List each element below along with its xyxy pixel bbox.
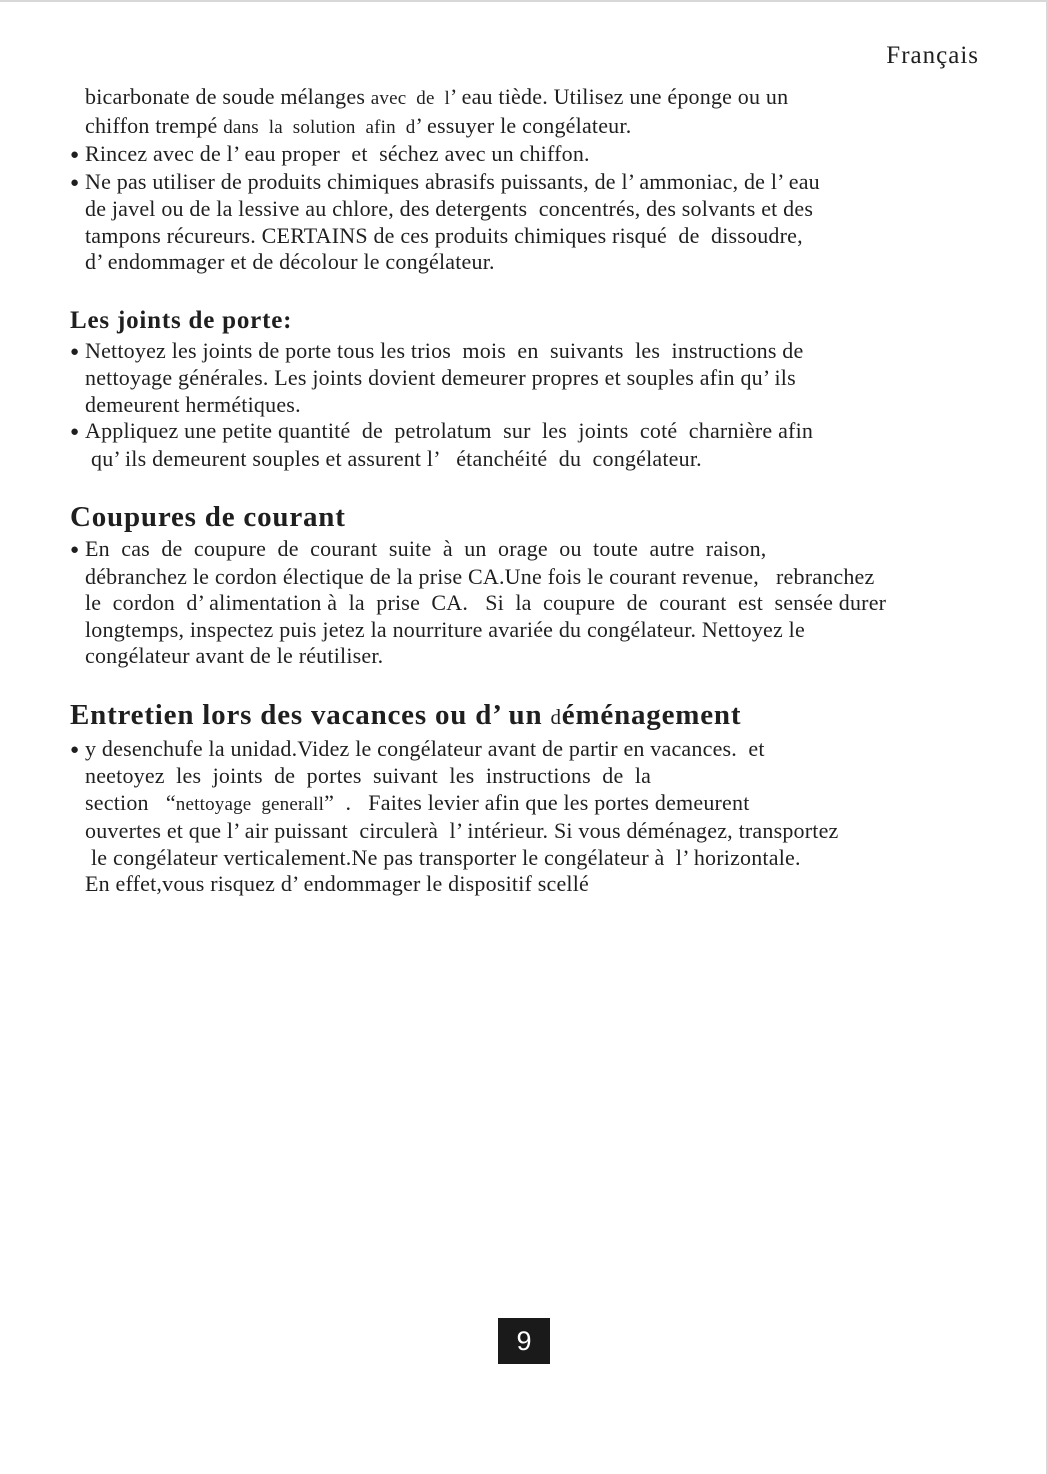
bullet-continuation: nettoyage générales. Les joints dovient demeurer propres et souples afin qu’ ils bbox=[85, 365, 796, 390]
bullet-continuation: longtemps, inspectez puis jetez la nourriture avariée du congélateur. Nettoyez le bbox=[85, 616, 805, 642]
bullet-continuation: En effet,vous risquez d’ endommager le dispositif scellé bbox=[85, 871, 590, 896]
language-label: Français bbox=[886, 42, 979, 69]
intro-line: bicarbonate de soude mélanges avec de l’ eau tiède. Utilisez une éponge ou un bbox=[85, 84, 789, 109]
bullet-icon: ● bbox=[70, 174, 80, 191]
bullet-continuation: de javel ou de la lessive au chlore, des detergents concentrés, des solvants et des bbox=[85, 196, 814, 221]
bullet-item: ● Appliquez une petite quantité de petrolatum sur les joints coté charnière afin bbox=[70, 418, 982, 446]
bullet-item: ● Rincez avec de l’ eau proper et séchez avec un chiffon. bbox=[70, 141, 982, 169]
bullet-item: ● y desenchufe la unidad.Videz le congélateur avant de partir en vacances. et bbox=[70, 736, 982, 764]
bullet-continuation: section “nettoyage generall” . Faites levier afin que les portes demeurent bbox=[85, 789, 750, 815]
bullet-continuation: neetoyez les joints de portes suivant les instructions de la bbox=[85, 763, 652, 788]
section-title-vacation-moving: Entretien lors des vacances ou d’ un déménagement bbox=[70, 698, 742, 731]
intro-line: chiffon trempé dans la solution afin d’ essuyer le congélateur. bbox=[85, 112, 632, 138]
bullet-item: ● Ne pas utiliser de produits chimiques abrasifs puissants, de l’ ammoniac, de l’ eau bbox=[70, 169, 982, 197]
bullet-continuation: le cordon d’ alimentation à la prise CA. Si la coupure de courant est sensée durer bbox=[85, 590, 887, 615]
page-top-border bbox=[0, 0, 1048, 2]
bullet-continuation: qu’ ils demeurent souples et assurent l’ étanchéité du congélateur. bbox=[91, 445, 702, 471]
section-title-door-seals: Les joints de porte: bbox=[70, 306, 293, 334]
bullet-continuation: congélateur avant de le réutiliser. bbox=[85, 643, 384, 668]
bullet-item: ● Nettoyez les joints de porte tous les trios mois en suivants les instructions de bbox=[70, 338, 982, 366]
section-title-power-outages: Coupures de courant bbox=[70, 501, 346, 533]
bullet-continuation: ouvertes et que l’ air puissant circulerà l’ intérieur. Si vous déménagez, transportez bbox=[85, 818, 839, 843]
bullet-continuation: d’ endommager et de décolour le congélateur. bbox=[85, 249, 495, 274]
bullet-continuation: débranchez le cordon électique de la prise CA.Une fois le courant revenue, rebranchez bbox=[85, 563, 875, 589]
bullet-icon: ● bbox=[70, 542, 80, 558]
page-number: 9 bbox=[498, 1318, 550, 1364]
bullet-item: ● En cas de coupure de courant suite à un orage ou toute autre raison, bbox=[70, 536, 982, 564]
bullet-icon: ● bbox=[70, 741, 80, 758]
bullet-icon: ● bbox=[70, 147, 80, 163]
manual-content bbox=[70, 84, 982, 898]
bullet-icon: ● bbox=[70, 343, 80, 360]
bullet-icon: ● bbox=[70, 424, 80, 440]
bullet-continuation: demeurent hermétiques. bbox=[85, 391, 301, 417]
bullet-continuation: le congélateur verticalement.Ne pas transporter le congélateur à l’ horizontale. bbox=[91, 844, 801, 870]
bullet-continuation: tampons récureurs. CERTAINS de ces produits chimiques risqué de dissoudre, bbox=[85, 222, 803, 248]
